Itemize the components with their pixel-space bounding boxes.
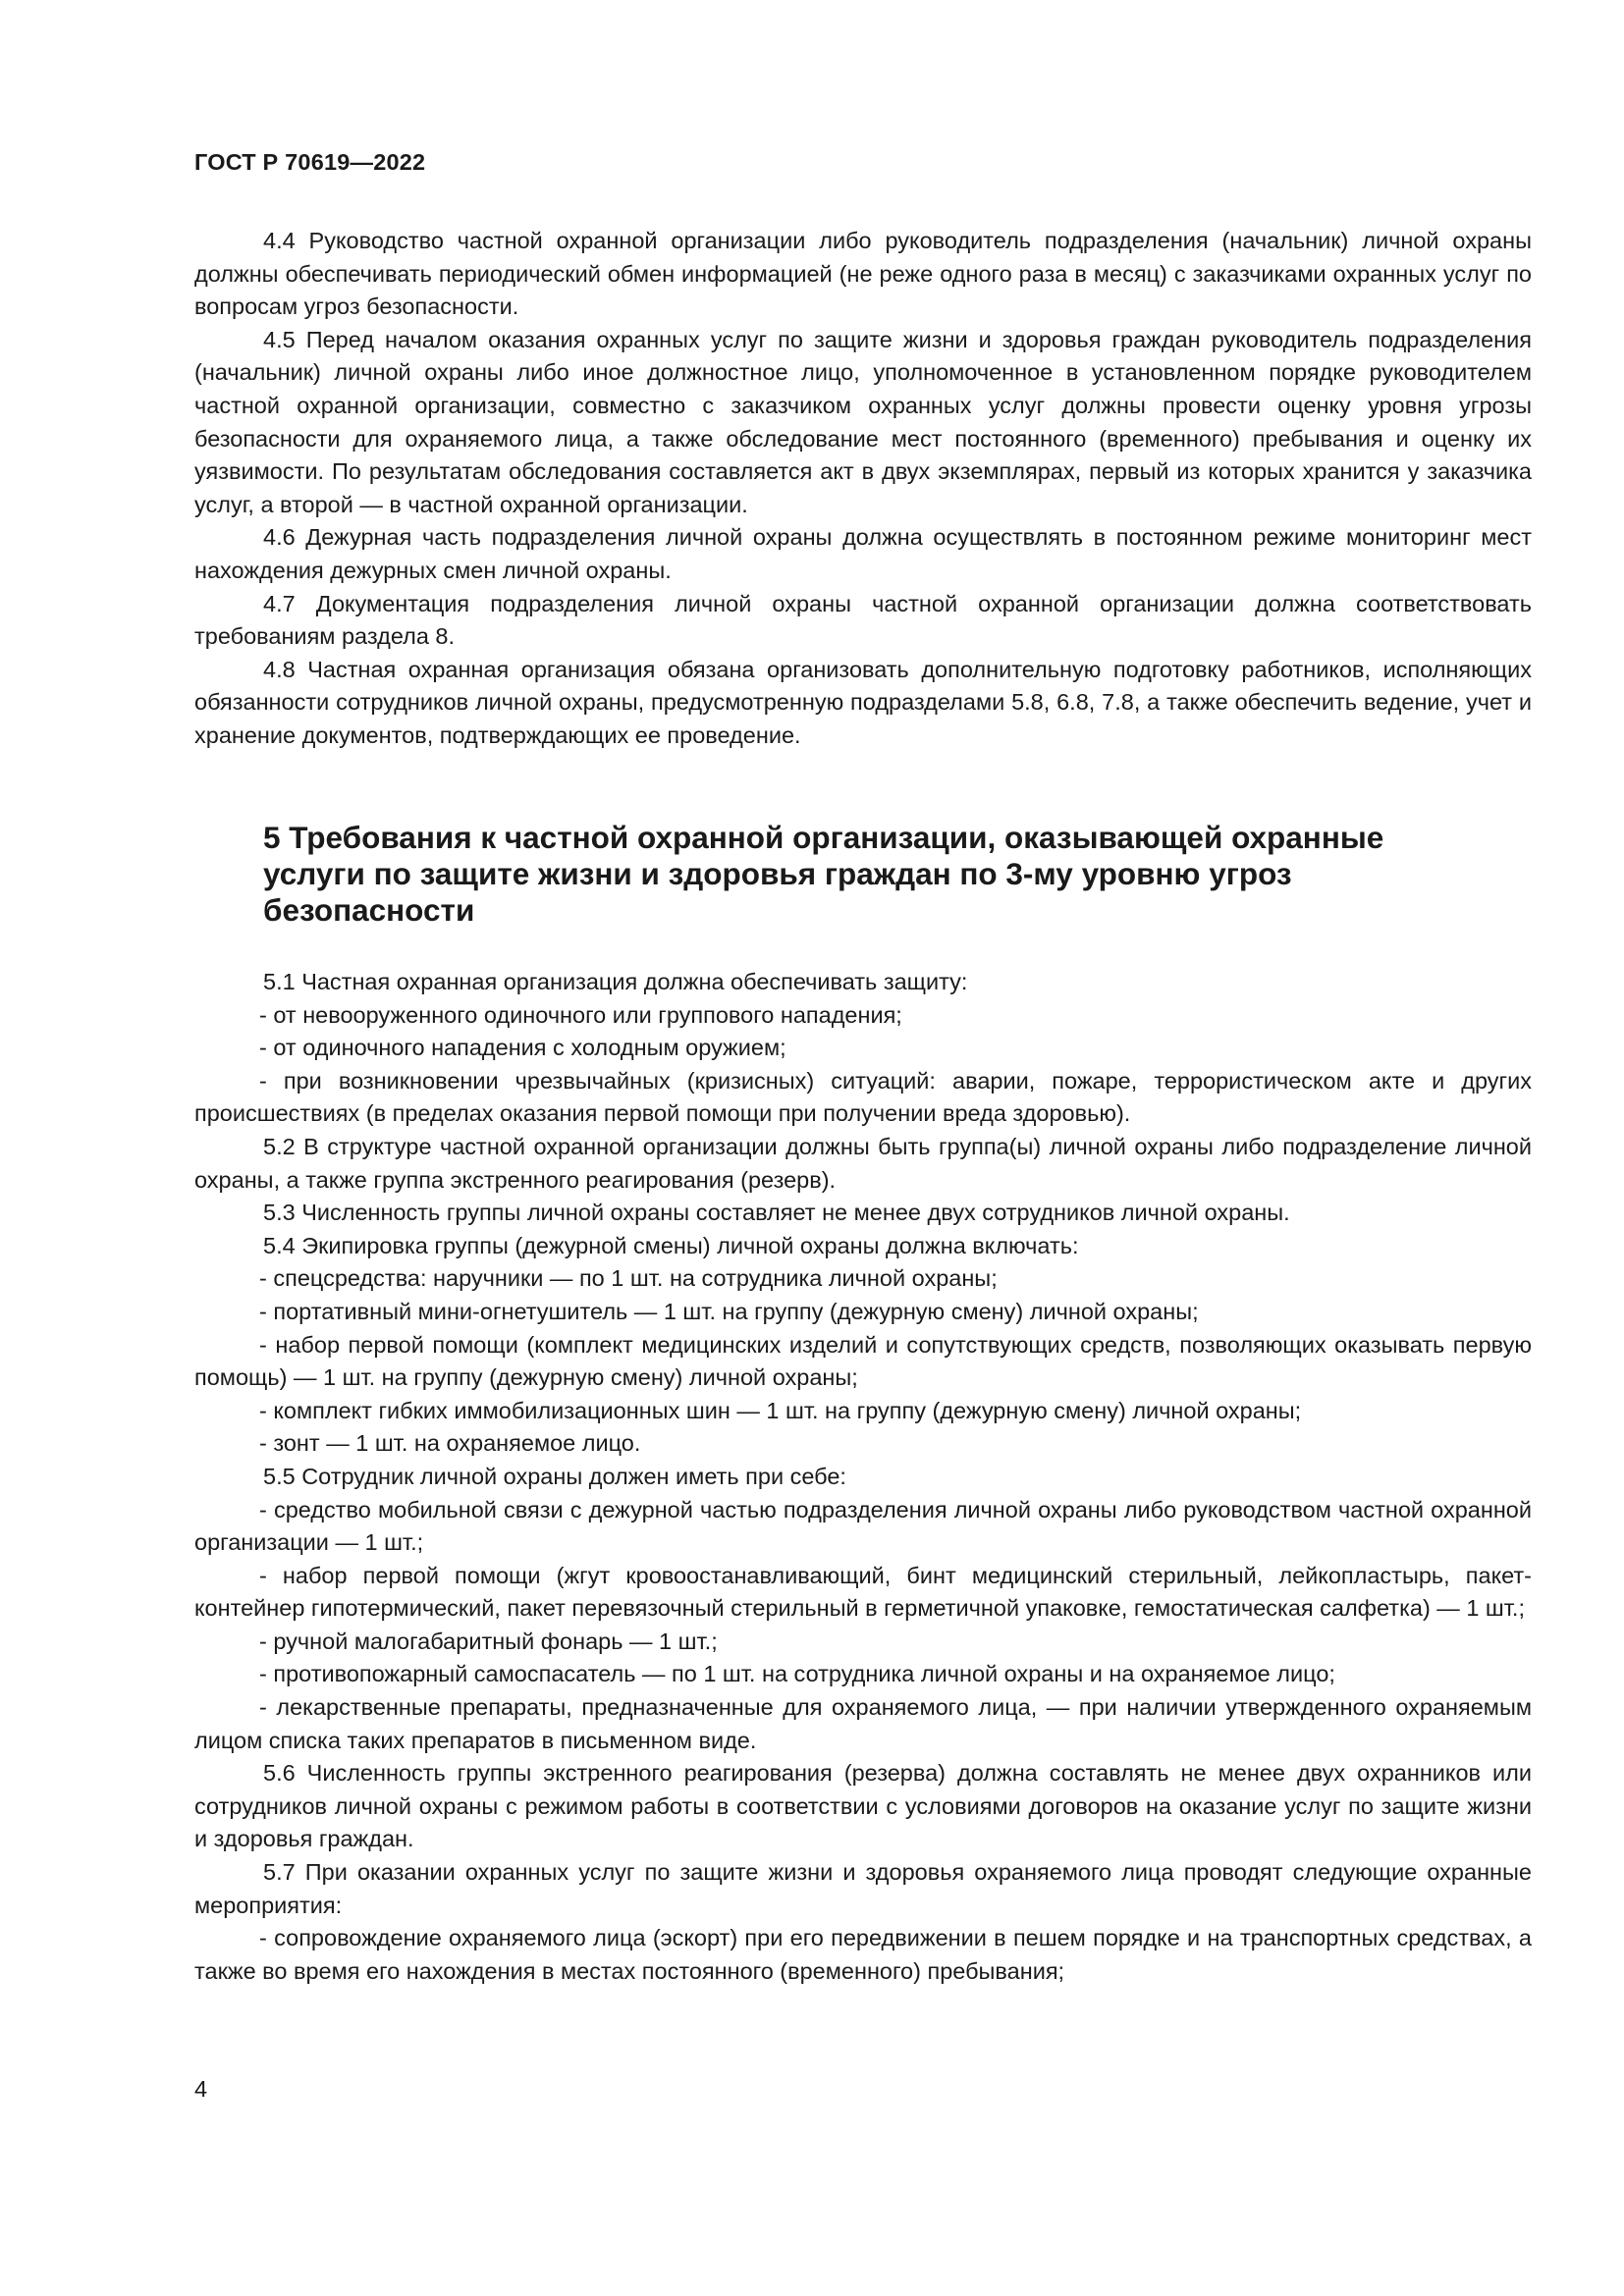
list-item: - при возникновении чрезвычайных (кризисных) ситуаций: аварии, пожаре, террористическом акте и других происшествиях (в пределах оказания первой помощи при получении вреда здоровью). bbox=[194, 1067, 1532, 1127]
clause-5-7: 5.7 При оказании охранных услуг по защите жизни и здоровья охраняемого лица проводят следующие охранные мероприятия: bbox=[194, 1859, 1532, 1918]
clause-5-5: 5.5 Сотрудник личной охраны должен иметь при себе: bbox=[263, 1463, 846, 1489]
list-item: - набор первой помощи (жгут кровоостанавливающий, бинт медицинский стерильный, лейкопластырь, пакет-контейнер гипотермический, пакет перевязочный стерильный в герметичной упаковке, гемостатическая салфетка) — 1 шт.; bbox=[194, 1562, 1532, 1622]
clause-4-8: 4.8 Частная охранная организация обязана организовать дополнительную подготовку работников, исполняющих обязанности сотрудников личной охраны, предусмотренную подразделами 5.8, 6.8, 7.8, а также обеспечить ведение, учет и хранение документов, подтверждающих ее проведение. bbox=[194, 656, 1532, 748]
list-item: - средство мобильной связи с дежурной частью подразделения личной охраны либо руководством частной охранной организации — 1 шт.; bbox=[194, 1496, 1532, 1556]
list-item: - зонт — 1 шт. на охраняемое лицо. bbox=[259, 1430, 641, 1457]
list-item: - от одиночного нападения с холодным оружием; bbox=[259, 1035, 786, 1061]
list-item: - комплект гибких иммобилизационных шин — 1 шт. на группу (дежурную смену) личной охраны; bbox=[259, 1397, 1302, 1423]
list-item: - противопожарный самоспасатель — по 1 шт. на сотрудника личной охраны и на охраняемое лицо; bbox=[259, 1661, 1335, 1687]
page-number: 4 bbox=[194, 2076, 208, 2102]
clause-5-2: 5.2 В структуре частной охранной организации должны быть группа(ы) личной охраны либо подразделение личной охраны, а также группа экстренного реагирования (резерв). bbox=[194, 1133, 1532, 1193]
section-5-body bbox=[194, 966, 1532, 1988]
clause-5-6: 5.6 Численность группы экстренного реагирования (резерва) должна составлять не менее двух охранников или сотрудников личной охраны с режимом работы в соответствии с условиями договоров на оказание услуг по защите жизни и здоровья граждан. bbox=[194, 1760, 1532, 1852]
clause-5-4: 5.4 Экипировка группы (дежурной смены) личной охраны должна включать: bbox=[263, 1232, 1079, 1258]
clause-4-6: 4.6 Дежурная часть подразделения личной охраны должна осуществлять в постоянном режиме мониторинг мест нахождения дежурных смен личной охраны. bbox=[194, 524, 1532, 583]
clause-4-4: 4.4 Руководство частной охранной организации либо руководитель подразделения (начальник) личной охраны должны обеспечивать периодический обмен информацией (не реже одного раза в месяц) с заказчиками охранных услуг по вопросам угроз безопасности. bbox=[194, 228, 1532, 320]
list-item: - портативный мини-огнетушитель — 1 шт. на группу (дежурную смену) личной охраны; bbox=[259, 1298, 1199, 1324]
list-item: - лекарственные препараты, предназначенные для охраняемого лица, — при наличии утвержденного охраняемым лицом списка таких препаратов в письменном виде. bbox=[194, 1694, 1532, 1753]
section-4-body bbox=[194, 225, 1532, 753]
list-item: - спецсредства: наручники — по 1 шт. на сотрудника личной охраны; bbox=[259, 1265, 998, 1292]
clause-4-5: 4.5 Перед началом оказания охранных услуг по защите жизни и здоровья граждан руководитель подразделения (начальник) личной охраны либо иное должностное лицо, уполномоченное в установленном порядке руководителем частной охранной организации, совместно с заказчиком охранных услуг должны провести оценку уровня угрозы безопасности для охраняемого лица, а также обследование мест постоянного (временного) пребывания и оценку их уязвимости. По результатам обследования составляется акт в двух экземплярах, первый из которых хранится у заказчика услуг, а второй — в частной охранной организации. bbox=[194, 326, 1532, 517]
list-item: - набор первой помощи (комплект медицинских изделий и сопутствующих средств, позволяющих оказывать первую помощь) — 1 шт. на группу (дежурную смену) личной охраны; bbox=[194, 1331, 1532, 1391]
list-item: - от невооруженного одиночного или группового нападения; bbox=[259, 1001, 902, 1028]
list-item: - сопровождение охраняемого лица (эскорт) при его передвижении в пешем порядке и на транспортных средствах, а также во время его нахождения в местах постоянного (временного) пребывания; bbox=[194, 1925, 1532, 1984]
clause-5-3: 5.3 Численность группы личной охраны составляет не менее двух сотрудников личной охраны. bbox=[263, 1200, 1290, 1226]
clause-4-7: 4.7 Документация подразделения личной охраны частной охранной организации должна соответствовать требованиям раздела 8. bbox=[194, 590, 1532, 650]
list-item: - ручной малогабаритный фонарь — 1 шт.; bbox=[259, 1628, 718, 1654]
section-5-heading: 5 Требования к частной охранной организации, оказывающей охранные услуги по защите жизни и здоровья граждан по 3-му уровню угроз безопасности bbox=[263, 820, 1384, 928]
clause-5-1: 5.1 Частная охранная организация должна обеспечивать защиту: bbox=[263, 969, 968, 994]
document-header: ГОСТ Р 70619—2022 bbox=[194, 149, 426, 175]
